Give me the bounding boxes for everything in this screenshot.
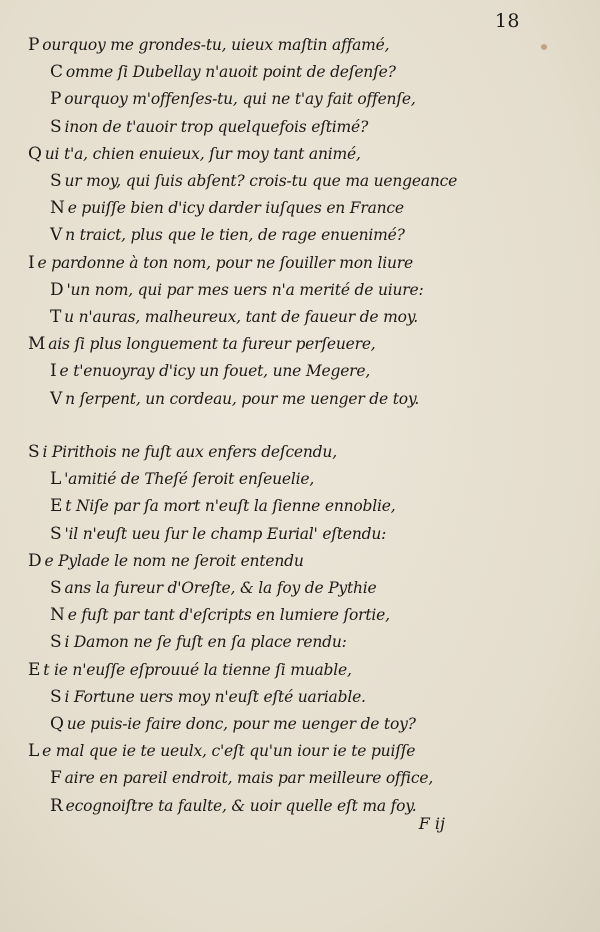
verse-initial: Q	[50, 714, 64, 734]
verse-text: 'amitié de Theſé ſeroit enſeuelie,	[64, 470, 315, 489]
verse-initial: E	[50, 496, 63, 517]
verse-line	[50, 495, 396, 517]
verse-line	[50, 468, 314, 490]
verse-text: i Fortune uers moy n'euſt eſté uariable.	[64, 687, 366, 706]
verse-text: ourquoy me grondes-tu, uieux maſtin affamé,	[42, 36, 390, 54]
verse-text: i Damon ne ſe fuſt en ſa place rendu:	[64, 633, 347, 652]
verse-line	[50, 306, 418, 328]
verse-initial: D	[50, 279, 64, 300]
verse-text: e puiſſe bien d'icy darder iuſques en France	[67, 199, 404, 218]
verse-initial: S	[50, 632, 62, 653]
verse-text: omme ſi Dubellay n'auoit point de deſenſe?	[65, 63, 396, 82]
verse-initial: I	[28, 252, 35, 273]
verse-text: n traict, plus que le tien, de rage enuenimé?	[65, 226, 405, 245]
verse-line	[50, 170, 457, 192]
verse-line	[50, 197, 404, 219]
verse-initial: C	[50, 62, 63, 83]
verse-line	[28, 252, 413, 274]
verse-text: e Pylade le nom ne ſeroit entendu	[44, 551, 304, 570]
verse-line	[50, 388, 419, 410]
verse-initial: R	[50, 795, 63, 816]
verse-text: inon de t'auoir trop quelquefois eſtimé?	[64, 117, 369, 136]
verse-text: i Pirithois ne fuſt aux enfers deſcendu,	[42, 443, 337, 461]
verse-line	[28, 659, 352, 681]
verse-text: 'un nom, qui par mes uers n'a merité de uiure:	[66, 280, 424, 299]
page-number: 18	[494, 10, 520, 32]
verse-line	[50, 686, 366, 708]
verse-line	[50, 713, 416, 735]
verse-text: ue puis-ie faire donc, pour me uenger de toy?	[66, 715, 416, 733]
verse-line	[50, 61, 396, 83]
verse-initial: S	[50, 523, 62, 544]
verse-text: e mal que ie te ueulx, c'eſt qu'un iour ie te puiſſe	[42, 742, 416, 761]
verse-line	[28, 740, 415, 762]
verse-text: e t'enuoyray d'icy un fouet, une Megere,	[59, 362, 371, 381]
verse-line	[50, 767, 433, 789]
verse-line	[50, 360, 370, 382]
verse-text: aire en pareil endroit, mais par meilleure office,	[64, 769, 434, 788]
verse-line	[50, 279, 423, 301]
verse-initial: P	[50, 89, 62, 110]
verse-initial: T	[50, 307, 62, 327]
verse-initial: L	[28, 741, 40, 762]
verse-initial: S	[50, 171, 62, 191]
verse-text: ui t'a, chien enuieux, ſur moy tant animé,	[44, 144, 361, 163]
verse-text: u n'auras, malheureux, tant de faueur de moy.	[64, 308, 418, 326]
verse-initial: S	[50, 578, 62, 598]
verse-text: e fuſt par tant d'eſcripts en lumiere ſortie,	[67, 606, 390, 625]
verse-initial: N	[50, 198, 65, 219]
verse-text: t ie n'euſſe eſprouué la tienne ſi muable,	[43, 660, 352, 679]
verse-text: ans la fureur d'Oreſte, & la foy de Pythie	[64, 579, 377, 597]
verse-text: ourquoy m'offenſes-tu, qui ne t'ay fait offenſe,	[64, 90, 416, 109]
verse-line	[50, 795, 416, 817]
verse-line	[28, 143, 361, 165]
verse-text: ecognoiſtre ta faulte, & uoir quelle eſt ma foy.	[65, 796, 417, 815]
verse-initial: M	[28, 334, 46, 355]
verse-line	[28, 441, 337, 463]
verse-line	[50, 631, 347, 653]
verse-initial: S	[50, 116, 62, 137]
verse-text: ais ſi plus longuement ta fureur perſeuere,	[48, 335, 376, 354]
verse-line	[28, 550, 304, 572]
verse-initial: S	[28, 442, 40, 462]
verse-initial: V	[50, 388, 63, 409]
verse-initial: N	[50, 605, 65, 626]
verse-line	[50, 604, 390, 626]
verse-text: t Niſe par ſa mort n'euſt la ſienne ennoblie,	[65, 497, 396, 516]
verse-line	[50, 523, 386, 545]
verse-text: ur moy, qui ſuis abſent? crois-tu que ma uengeance	[64, 172, 458, 190]
verse-line	[50, 224, 405, 246]
verse-initial: I	[50, 361, 57, 382]
signature-mark: F ij	[418, 814, 445, 833]
verse-text: n ſerpent, un cordeau, pour me uenger de toy.	[65, 389, 420, 408]
verse-initial: Q	[28, 143, 42, 164]
verse-initial: E	[28, 659, 41, 680]
verse-initial: L	[50, 469, 62, 490]
verse-initial: V	[50, 225, 63, 246]
verse-line	[50, 116, 368, 138]
verse-line	[50, 88, 416, 110]
verse-text: e pardonne à ton nom, pour ne ſouiller mon liure	[37, 253, 413, 272]
ink-spot	[541, 44, 547, 50]
verse-line	[28, 34, 389, 56]
verse-initial: D	[28, 550, 42, 571]
verse-initial: P	[28, 35, 40, 55]
verse-text: 'il n'euſt ueu ſur le champ Eurial' eſtendu:	[64, 524, 387, 543]
verse-line	[28, 333, 376, 355]
verse-initial: S	[50, 686, 62, 707]
verse-line	[50, 577, 377, 599]
verse-initial: F	[50, 768, 62, 789]
